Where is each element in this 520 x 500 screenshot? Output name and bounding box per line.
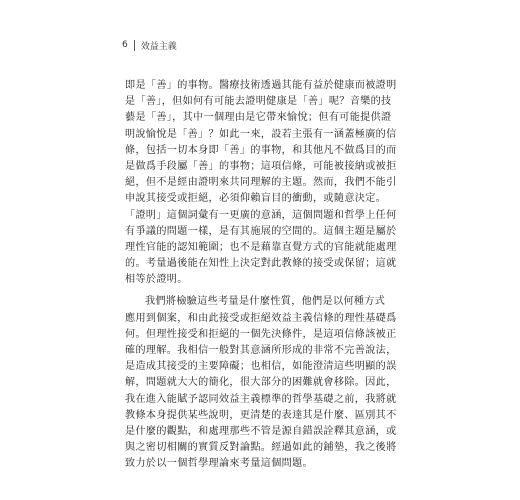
paragraph-1 <box>125 78 395 288</box>
text-line: 明說愉悅是「善」？如此一來，設若主張有一涵蓋極廣的信 <box>125 128 397 140</box>
paragraph-2 <box>125 294 395 472</box>
text-line: 藝是「善」，其中一個理由是它帶來愉悅；但有可能提供證 <box>125 112 392 124</box>
text-line: 是什麼的觀點，和處理那些不管是源自錯誤詮釋其意涵，或 <box>125 425 397 437</box>
text-line: 是做爲手段屬「善」的事物；這項信條，可能被接納或被拒 <box>125 160 397 172</box>
text-line: 相等於證明。 <box>125 274 188 286</box>
text-line: 是造成其接受的主要障礙；也相信，如能澄清這些明顯的誤 <box>125 361 397 373</box>
text-line: 確的理解。我相信一般對其意涵所形成的非常不完善說法， <box>125 345 397 356</box>
text-line: 是「善」，但如何有可能去證明健康是「善」呢？音樂的技 <box>125 96 392 108</box>
text-line: 解，問題就大大的簡化，很大部分的困難就會移除。因此， <box>125 377 397 389</box>
running-header <box>122 38 177 52</box>
body-text <box>125 78 395 473</box>
text-line: 與之密切相關的實質反對論點。經過如此的鋪墊，我之後將 <box>125 442 397 454</box>
page-number: 6 <box>122 40 128 50</box>
text-line: 有爭議的問題一樣，是有其施展的空間的。這個主題是屬於 <box>125 225 397 237</box>
text-line: 應用到個案，和由此接受或拒絕效益主義信條的理性基礎爲 <box>125 312 397 324</box>
text-line: 何。但理性接受和拒絕的一個先決條件，是這項信條該被正 <box>125 328 397 340</box>
text-line: 申說其接受或拒絕，必須仰賴盲目的衝動，或隨意決定。 <box>125 193 387 205</box>
text-line: 「證明」這個詞彙有一更廣的意涵，這個問題和哲學上任何 <box>125 209 397 221</box>
text-line: 條，包括一切本身即「善」的事物，和其他凡不做爲目的而 <box>125 144 397 156</box>
text-line: 我們將檢驗這些考量是什麼性質，他們是以何種方式 <box>145 296 386 308</box>
text-line: 理性官能的認知範圍；也不是藉靠直覺方式的官能就能處理 <box>125 241 397 253</box>
section-title: 效益主義 <box>140 41 177 52</box>
text-line: 我在進入能賦予認同效益主義標準的哲學基礎之前，我將就 <box>125 393 397 405</box>
text-line: 即是「善」的事物。醫療技術透過其能有益於健康而被證明 <box>125 80 397 91</box>
text-line: 教條本身提供某些說明，更清楚的表達其是什麼、區別其不 <box>125 409 397 421</box>
text-line: 絕，但不是經由證明來共同理解的主題。然而，我們不能引 <box>125 177 397 189</box>
text-line: 致力於以一個哲學理論來考量這個問題。 <box>125 458 313 470</box>
header-divider <box>134 40 135 51</box>
text-line: 的。考量過後能在知性上決定對此教條的接受或保留；這就 <box>125 258 397 270</box>
